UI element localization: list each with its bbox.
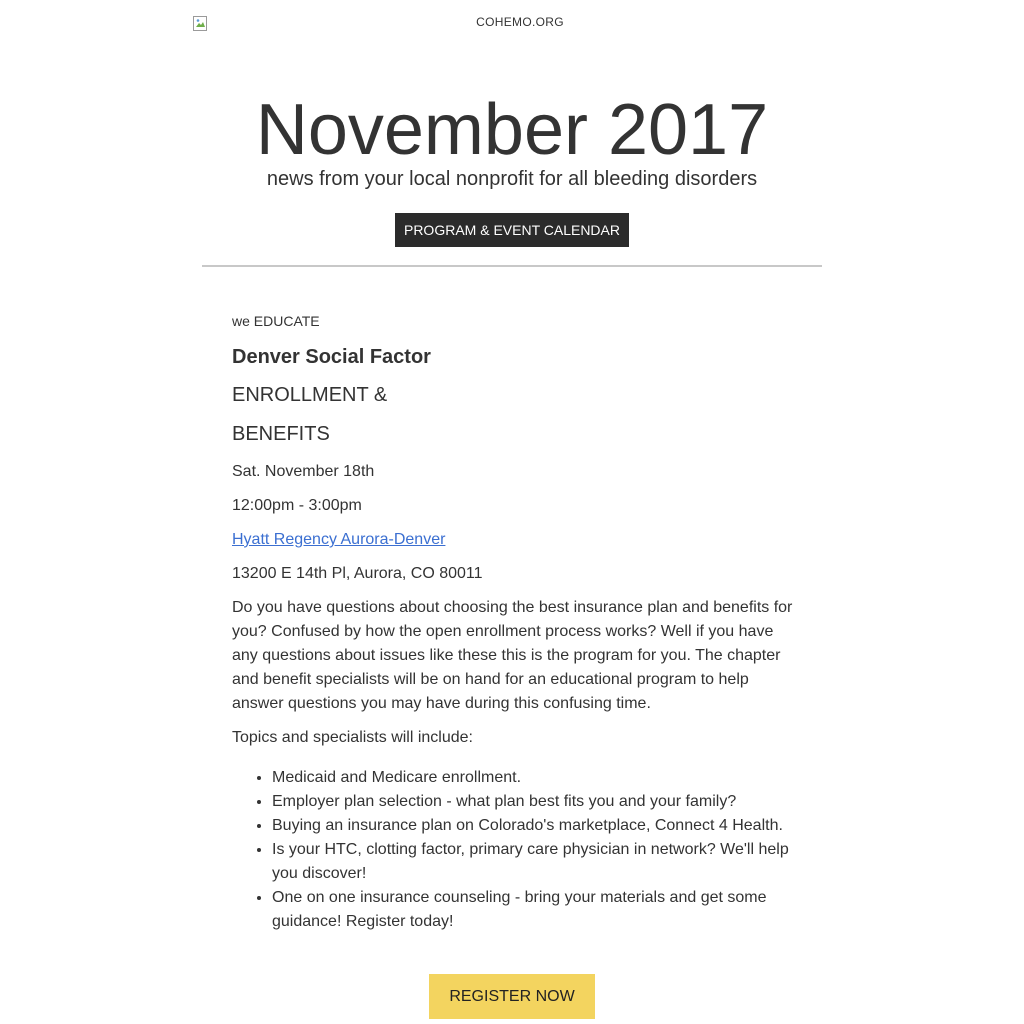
list-item: • Is your HTC, clotting factor, primary care physician in network? We'll help you discover! xyxy=(272,838,797,886)
list-item: • One on one insurance counseling - bring your materials and get some guidance! Register today! xyxy=(272,886,797,934)
event-address: 13200 E 14th Pl, Aurora, CO 80011 xyxy=(232,565,483,582)
topics-intro: Topics and specialists will include: xyxy=(232,729,473,746)
event-title: Denver Social Factor xyxy=(232,346,431,368)
venue-link[interactable]: Hyatt Regency Aurora-Denver xyxy=(232,531,446,548)
register-now-button[interactable]: REGISTER NOW xyxy=(429,974,595,1019)
event-time: 12:00pm - 3:00pm xyxy=(232,497,362,514)
list-item: • Buying an insurance plan on Colorado's marketplace, Connect 4 Health. xyxy=(272,814,797,838)
event-description: Do you have questions about choosing the best insurance plan and benefits for you? Confused by how the open enrollment process works? Well if you have any questions about issues like these this is the program for you. The chapter and benefit specialists will be on hand for an educational program to help answer questions you may have during this confusing time. xyxy=(232,599,793,712)
event-subtitle xyxy=(232,376,797,454)
list-item: • Employer plan selection - what plan best fits you and your family? xyxy=(272,790,797,814)
newsletter-title: November 2017 xyxy=(255,90,769,170)
event-subtitle-line1: ENROLLMENT & xyxy=(232,384,388,406)
event-subtitle-line2: BENEFITS xyxy=(232,423,330,445)
event-date: Sat. November 18th xyxy=(232,463,375,480)
site-link[interactable]: COHEMO.ORG xyxy=(476,15,564,29)
article-section xyxy=(232,310,797,934)
list-item: • Medicaid and Medicare enrollment. xyxy=(272,766,797,790)
event-venue xyxy=(232,528,797,552)
newsletter-subtitle: news from your local nonprofit for all bleeding disorders xyxy=(266,168,758,190)
topics-list xyxy=(232,766,797,934)
article-eyebrow: we EDUCATE xyxy=(232,313,320,329)
section-divider xyxy=(202,265,822,267)
program-calendar-button[interactable]: PROGRAM & EVENT CALENDAR xyxy=(395,213,629,247)
